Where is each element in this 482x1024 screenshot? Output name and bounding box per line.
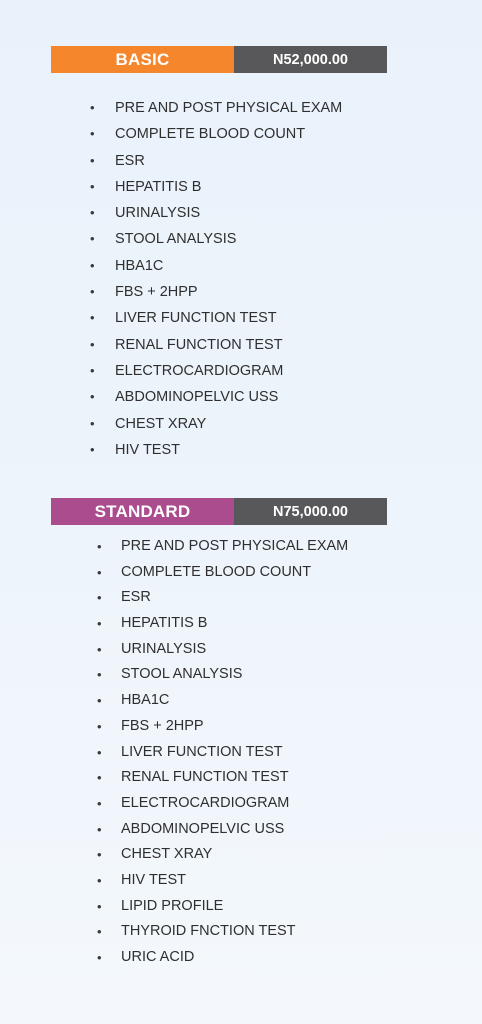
package-name-badge: STANDARD xyxy=(51,498,234,525)
bullet-icon: • xyxy=(90,284,95,300)
test-list-item xyxy=(51,384,387,410)
bullet-icon: • xyxy=(97,693,102,709)
test-list-item xyxy=(51,714,387,740)
bullet-icon: • xyxy=(90,152,95,168)
bullet-icon: • xyxy=(97,590,102,606)
test-list-item xyxy=(51,437,387,463)
test-name: FBS + 2HPP xyxy=(121,717,204,734)
bullet-icon: • xyxy=(90,362,95,378)
bullet-icon: • xyxy=(97,718,102,734)
bullet-icon: • xyxy=(97,744,102,760)
test-name: HEPATITIS B xyxy=(121,615,208,632)
test-list-item xyxy=(51,411,387,437)
bullet-icon: • xyxy=(90,100,95,115)
test-name: CHEST XRAY xyxy=(115,415,207,432)
package-price-badge: N52,000.00 xyxy=(234,46,387,73)
test-list-item xyxy=(51,534,387,560)
test-list-item xyxy=(51,740,387,766)
bullet-icon: • xyxy=(90,126,95,142)
test-name: FBS + 2HPP xyxy=(115,284,198,301)
test-name: ABDOMINOPELVIC USS xyxy=(115,389,279,406)
bullet-icon: • xyxy=(97,641,102,657)
basic-package xyxy=(51,46,387,463)
bullet-icon: • xyxy=(97,616,102,632)
bullet-icon: • xyxy=(97,872,102,888)
test-list-item xyxy=(51,765,387,791)
bullet-icon: • xyxy=(90,257,95,273)
test-list-item xyxy=(51,174,387,200)
test-list-item xyxy=(51,200,387,226)
test-list-item xyxy=(51,842,387,868)
bullet-icon: • xyxy=(97,847,102,863)
bullet-icon: • xyxy=(97,898,102,914)
bullet-icon: • xyxy=(97,950,102,965)
test-list-item xyxy=(51,332,387,358)
test-name: LIPID PROFILE xyxy=(121,897,224,914)
bullet-icon: • xyxy=(90,205,95,221)
bullet-icon: • xyxy=(90,415,95,431)
test-name: ESR xyxy=(121,589,151,606)
test-name: HBA1C xyxy=(115,257,164,274)
test-list-item xyxy=(51,358,387,384)
test-name: PRE AND POST PHYSICAL EXAM xyxy=(121,538,349,554)
test-name: HEPATITIS B xyxy=(115,178,202,195)
test-name: COMPLETE BLOOD COUNT xyxy=(121,563,312,580)
package-name-badge: BASIC xyxy=(51,46,234,73)
bullet-icon: • xyxy=(90,441,95,457)
test-list-item xyxy=(51,611,387,637)
package-header xyxy=(51,498,387,525)
test-name: PRE AND POST PHYSICAL EXAM xyxy=(115,100,343,116)
test-name: STOOL ANALYSIS xyxy=(121,666,243,683)
bullet-icon: • xyxy=(90,336,95,352)
test-list-item xyxy=(51,121,387,147)
test-list-item xyxy=(51,253,387,279)
bullet-icon: • xyxy=(90,178,95,194)
test-list-item xyxy=(51,279,387,305)
test-list-item xyxy=(51,817,387,843)
test-name: CHEST XRAY xyxy=(121,846,213,863)
test-name: ABDOMINOPELVIC USS xyxy=(121,820,285,837)
bullet-icon: • xyxy=(97,770,102,786)
test-name: URINALYSIS xyxy=(121,640,207,657)
test-name: LIVER FUNCTION TEST xyxy=(121,743,283,760)
test-list-item xyxy=(51,894,387,920)
test-list-item xyxy=(51,662,387,688)
test-list-item xyxy=(51,226,387,252)
test-name: COMPLETE BLOOD COUNT xyxy=(115,126,306,143)
bullet-icon: • xyxy=(90,310,95,326)
test-list-item xyxy=(51,148,387,174)
package-header xyxy=(51,46,387,73)
test-name: RENAL FUNCTION TEST xyxy=(115,336,283,353)
bullet-icon: • xyxy=(97,539,102,554)
test-name: RENAL FUNCTION TEST xyxy=(121,769,289,786)
test-list-item xyxy=(51,305,387,331)
bullet-icon: • xyxy=(97,564,102,580)
test-list-item xyxy=(51,791,387,817)
test-name: HBA1C xyxy=(121,692,170,709)
test-list-item xyxy=(51,637,387,663)
test-name: ELECTROCARDIOGRAM xyxy=(115,362,284,379)
test-name: URIC ACID xyxy=(121,949,195,965)
test-list-item xyxy=(51,688,387,714)
bullet-icon: • xyxy=(90,231,95,247)
bullet-icon: • xyxy=(97,795,102,811)
test-list-item xyxy=(51,585,387,611)
test-name: ELECTROCARDIOGRAM xyxy=(121,794,290,811)
bullet-icon: • xyxy=(90,389,95,405)
test-list-item xyxy=(51,945,387,971)
test-name: HIV TEST xyxy=(121,871,186,888)
test-list-item xyxy=(51,868,387,894)
test-name: STOOL ANALYSIS xyxy=(115,231,237,248)
bullet-icon: • xyxy=(97,821,102,837)
test-name: LIVER FUNCTION TEST xyxy=(115,310,277,327)
test-name: ESR xyxy=(115,152,145,169)
bullet-icon: • xyxy=(97,924,102,940)
test-name: URINALYSIS xyxy=(115,205,201,222)
package-price-badge: N75,000.00 xyxy=(234,498,387,525)
standard-package xyxy=(51,498,387,971)
test-list-item xyxy=(51,95,387,121)
test-list xyxy=(51,534,387,971)
test-list-item xyxy=(51,560,387,586)
bullet-icon: • xyxy=(97,667,102,683)
test-list xyxy=(51,95,387,463)
test-list-item xyxy=(51,919,387,945)
test-name: THYROID FNCTION TEST xyxy=(121,923,296,940)
test-name: HIV TEST xyxy=(115,441,180,458)
